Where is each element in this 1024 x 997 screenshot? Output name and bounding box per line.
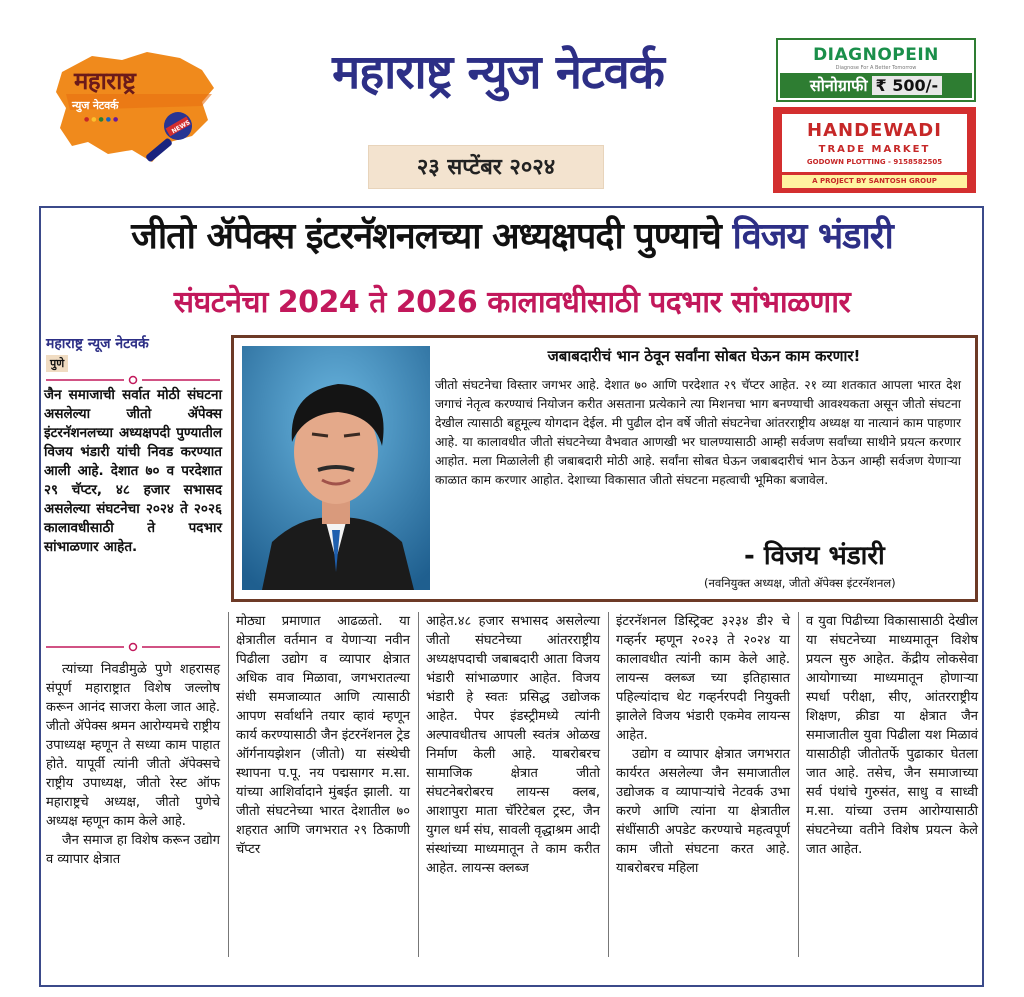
article-column-1 [46, 660, 220, 869]
quote-heading: जबाबदारीचं भान ठेवून सर्वांना सोबत घेऊन काम करणार! [547, 347, 861, 365]
quote-body: जीतो संघटनेचा विस्तार जगभर आहे. देशात ७० आणि परदेशात २९ चॅप्टर आहेत. २१ व्या शतकात आपला भारत देश जगाचं नेतृत्व करण्याचं नियोजन करीत असताना प्रत्येकाने त्या मिशनचा भाग बनण्याची आवश्यकता असून जीतो संघटना देखील त्यासाठी बहूमूल्य योगदान देईल. मी पुढील दोन वर्षे जीतो संघटनेचा आंतरराष्ट्रीय अध्यक्ष या नात्यानं काम पाहणार आहे. या कालावधीत जीतो संघटनेच्या वैभवात आणखी भर घालण्यासाठी आम्ही सर्वजण सर्वांच्या साथीने प्रयत्न करणार आहोत. मला मिळालेली ही जबाबदारी मोठी आहे. सर्वांना सोबत घेऊन जबाबदारीचं भान ठेऊन आम्ही सर्वजण येणाऱ्या काळात काम करणार आहोत. देशाच्या विकासात जीतो संघटना महत्वाची भूमिका बजावेल. [435, 378, 961, 487]
ad-contact: GODOWN PLOTTING - 9158582505 [806, 158, 943, 166]
brand-logo[interactable] [52, 50, 217, 168]
quote-designation: (नवनियुक्त अध्यक्ष, जीतो ॲपेक्स इंटरनॅशनल) [704, 576, 896, 590]
newspaper-title: महाराष्ट्र न्युज नेटवर्क [332, 45, 664, 100]
article-intro: जैन समाजाची सर्वात मोठी संघटना असलेल्या जीतो ॲपेक्स इंटरनॅशनलच्या अध्यक्षपदी पुण्यातील विजय भंडारी यांची निवड करण्यात आली आहे. देशात ७० व परदेशात २९ चॅप्टर, ४८ हजार सभासद असलेल्या संघटनेचा २०२४ ते २०२६ कालावधीसाठी ते पदभार सांभाळणार आहेत. [44, 387, 222, 555]
article-column-4 [616, 612, 790, 878]
ad-offer-label: सोनोग्राफी [809, 76, 868, 95]
logo-dots: ●●●●● [84, 116, 121, 123]
column-divider [418, 612, 419, 957]
divider-ornament-bottom [46, 642, 220, 652]
svg-text:NEWS: NEWS [170, 119, 192, 136]
headline-name: विजय भंडारी [732, 216, 893, 257]
column-paragraph: मोठ्या प्रमाणात आढळतो. या क्षेत्रातील वर्तमान व येणाऱ्या नवीन पिढीला उद्योग व व्यापार क्षेत्रात अधिक वाव मिळावा, जगभरातल्या संधी समजाव्यात आणि त्यासाठी आपण सर्वार्थाने तयार व्हावं म्हणून कार्य करण्यासाठी जैन इंटरनॅशनल ट्रेड ऑर्गनायझेशन (जीतो) या संस्थेची स्थापना प.पू. नय पद्मसागर म.सा. यांच्या आशिर्वादाने मुंबईत झाली. या जीतो संघटनेच्या भारत देशातील ७० शहरात आणि जगभरात २९ ठिकाणी चॅप्टर [236, 614, 410, 857]
column-divider [228, 612, 229, 957]
column-paragraph: आहेत.४८ हजार सभासद असलेल्या जीतो संघटनेच्या आंतरराष्ट्रीय अध्यक्षपदाची जबाबदारी आता विजय भंडारी सांभाळणार आहेत. विजय भंडारी हे स्वतः प्रसिद्ध उद्योजक आहेत. पेपर इंडस्ट्रीमध्ये त्यांनी अल्पावधीतच आपली स्वतंत्र ओळख निर्माण केली आहे. याबरोबरच सामाजिक क्षेत्रात जीतो संघटनेबरोबरच लायन्स क्लब, आशापुरा माता चॅरिटेबल ट्रस्ट, जैन युगल धर्म संघ, सावली वृद्धाश्रम आदी संस्थांच्या माध्यमातून ते काम करीत आहेत. लायन्स क्लब्ज [426, 614, 600, 876]
ad-panel [782, 114, 967, 172]
byline: महाराष्ट्र न्यूज नेटवर्क [46, 336, 149, 352]
logo-subtitle: न्युज नेटवर्क [72, 99, 119, 112]
column-divider [798, 612, 799, 957]
ad-price: ₹ 500/- [872, 76, 943, 95]
ad-brand: DIAGNOPEIN [813, 45, 939, 65]
column-paragraph: उद्योग व व्यापार क्षेत्रात जगभरात कार्यरत असलेल्या जैन समाजातील उद्योजक व व्यापाऱ्यांचे नेटवर्क उभा करणे आणि त्यांना या क्षेत्रातील संधींसाठी अपडेट करण्याचे महत्वपूर्ण काम जीतो संघटना करत आहे. याबरोबरच महिला [616, 747, 790, 876]
ad-offer [780, 73, 972, 98]
column-paragraph: त्यांच्या निवडीमुळे पुणे शहरासह संपूर्ण महाराष्ट्रात विशेष जल्लोष करून आनंद साजरा केला जात आहे. जीतो ॲपेक्स श्रमन आरोग्यमचे राष्ट्रीय उपाध्यक्ष म्हणून ते सध्या काम पाहात होते. यापूर्वी त्यांनी जीतो ॲपेक्सचे राष्ट्रीय उपाध्यक्ष, जीतो रेस्ट ऑफ महाराष्ट्रचे अध्यक्ष, जीतो पुणेचे अध्यक्ष म्हणून काम केले आहे. [46, 662, 220, 829]
ad-subtitle: TRADE MARKET [818, 144, 931, 155]
ad-brand: HANDEWADI [807, 120, 942, 141]
handewadi-ad[interactable] [773, 107, 976, 193]
quote-author: - विजय भंडारी [744, 541, 885, 571]
microphone-icon [140, 108, 198, 166]
column-paragraph: व युवा पिढीच्या विकासासाठी देखील या संघटनेच्या माध्यमातून विशेष प्रयत्न सुरु आहेत. केंद्रीय लोकसेवा आयोगाच्या माध्यमातून होणाऱ्या स्पर्धा परीक्षा, सीए, आंतरराष्ट्रीय शिक्षण, क्रीडा या क्षेत्रात जैन समाजातील युवा पिढीला यश मिळावं यासाठीही जीतोतर्फे पुढाकार घेतला जात आहे. तसेच, जैन समाजाच्या सर्व पंथांचे गुरुसंत, साधु व साध्वी म.सा. यांच्या उत्तम आरोग्यासाठी संघटनेच्या वतीने विशेष प्रयत्न केले जात आहेत. [806, 614, 978, 857]
issue-date: २३ सप्टेंबर २०२४ [368, 145, 604, 189]
column-paragraph: इंटरनॅशनल डिस्ट्रिक्ट ३२३४ डी२ चे गव्हर्नर म्हणून २०२३ ते २०२४ या कालावधीत त्यांनी काम केले आहे. लायन्स क्लब्ज च्या इतिहासात पहिल्यांदाच थेट गव्हर्नरपदी नियुक्ती झालेले विजय भंडारी एकमेव लायन्स आहेत. [616, 614, 790, 743]
person-portrait-icon [242, 346, 430, 590]
column-divider [608, 612, 609, 957]
ad-tagline: Diagnose For A Better Tomorrow [835, 65, 917, 71]
logo-title: महाराष्ट्र [74, 67, 136, 95]
quote-box [231, 335, 978, 602]
portrait-photo [242, 346, 430, 590]
headline-main: जीतो ॲपेक्स इंटरनॅशनलच्या अध्यक्षपदी पुण्याचे [131, 216, 733, 257]
article-column-5 [806, 612, 978, 859]
article-column-2 [236, 612, 410, 859]
diagnopein-ad[interactable] [776, 38, 976, 102]
ad-footer: A PROJECT BY SANTOSH GROUP [782, 175, 967, 188]
divider-ornament-top [46, 375, 220, 385]
headline [40, 215, 984, 258]
column-paragraph: जैन समाज हा विशेष करून उद्योग व व्यापार क्षेत्रात [46, 833, 220, 867]
dateline: पुणे [46, 355, 68, 372]
subheadline: संघटनेचा 2024 ते 2026 कालावधीसाठी पदभार सांभाळणार [173, 285, 851, 320]
article-column-3 [426, 612, 600, 878]
